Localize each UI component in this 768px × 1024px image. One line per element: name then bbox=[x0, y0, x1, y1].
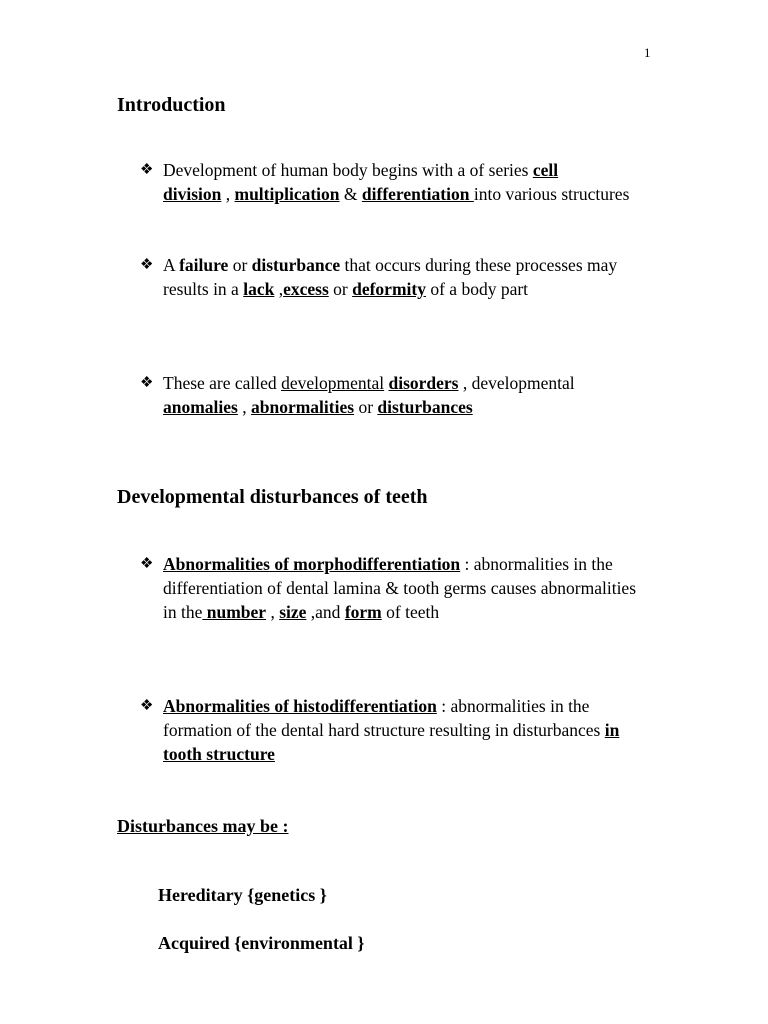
dev-bullet-morphodifferentiation bbox=[140, 553, 650, 624]
term-abnormalities: abnormalities bbox=[251, 396, 355, 417]
text-run: A bbox=[163, 255, 180, 275]
text-run: or bbox=[228, 255, 252, 275]
text-run: , developmental bbox=[458, 373, 575, 393]
hereditary-item: Hereditary {genetics } bbox=[158, 885, 327, 905]
text-run: These are called bbox=[163, 373, 282, 393]
term-disturbance: disturbance bbox=[251, 255, 341, 275]
text-run: that occurs during these processes may results in a bbox=[163, 255, 618, 299]
text-run: of teeth bbox=[381, 601, 440, 622]
intro-bullet-called bbox=[140, 372, 650, 420]
acquired-item: Acquired {environmental } bbox=[158, 933, 365, 953]
text-run: : abnormalities in the formation of the dental hard structure resulting in disturbances bbox=[163, 696, 605, 740]
text-run: , bbox=[274, 278, 284, 299]
term-deformity: deformity bbox=[352, 278, 426, 299]
intro-bullet-cell-division bbox=[140, 159, 650, 207]
text-run: or bbox=[354, 396, 378, 417]
term-anomalies: anomalies bbox=[163, 396, 238, 417]
text-run: , bbox=[237, 396, 251, 417]
text-run: of a body part bbox=[425, 278, 529, 299]
bullet-text bbox=[140, 254, 650, 302]
text-run: , bbox=[266, 601, 280, 622]
term-failure: failure bbox=[179, 255, 229, 275]
term-disturbances: disturbances bbox=[377, 396, 473, 417]
term-cell: cell bbox=[532, 160, 559, 180]
bullet-diamond-icon: ❖ bbox=[140, 698, 154, 714]
disturbances-heading: Disturbances may be : bbox=[117, 816, 289, 836]
term-developmental: developmental bbox=[281, 373, 385, 393]
text-run: ,and bbox=[306, 601, 345, 622]
bullet-diamond-icon: ❖ bbox=[140, 556, 154, 572]
bullet-diamond-icon: ❖ bbox=[140, 375, 154, 391]
term-disorders: disorders bbox=[388, 373, 459, 393]
term-differentiation: differentiation bbox=[361, 183, 474, 204]
term-histodifferentiation: Abnormalities of histodifferentiation bbox=[163, 696, 437, 716]
text-run: or bbox=[328, 278, 353, 299]
term-multiplication: multiplication bbox=[234, 183, 340, 204]
text-run: & bbox=[339, 183, 362, 204]
bullet-diamond-icon: ❖ bbox=[140, 257, 154, 273]
term-excess: excess bbox=[283, 278, 329, 299]
bullet-text bbox=[140, 553, 650, 624]
dev-bullet-histodifferentiation bbox=[140, 695, 650, 766]
introduction-heading: Introduction bbox=[117, 94, 226, 116]
term-number: number bbox=[202, 601, 267, 622]
term-size: size bbox=[279, 601, 307, 622]
term-morphodifferentiation: Abnormalities of morphodifferentiation bbox=[163, 554, 461, 574]
developmental-disturbances-heading: Developmental disturbances of teeth bbox=[117, 486, 428, 508]
page-number: 1 bbox=[644, 45, 651, 60]
bullet-text bbox=[140, 159, 650, 207]
text-run: : abnormalities in the differentiation of dental lamina & tooth germs causes abnormalities in the bbox=[163, 554, 637, 622]
text-run: Development of human body begins with a of series bbox=[163, 160, 533, 180]
text-run: into various structures bbox=[473, 183, 630, 204]
bullet-text bbox=[140, 372, 650, 420]
term-tooth-structure: in tooth structure bbox=[163, 719, 620, 764]
text-run: , bbox=[221, 183, 235, 204]
bullet-diamond-icon: ❖ bbox=[140, 162, 154, 178]
bullet-text bbox=[140, 695, 650, 766]
term-division: division bbox=[163, 183, 222, 204]
term-form: form bbox=[344, 601, 382, 622]
term-lack: lack bbox=[243, 278, 275, 299]
intro-bullet-failure bbox=[140, 254, 650, 302]
